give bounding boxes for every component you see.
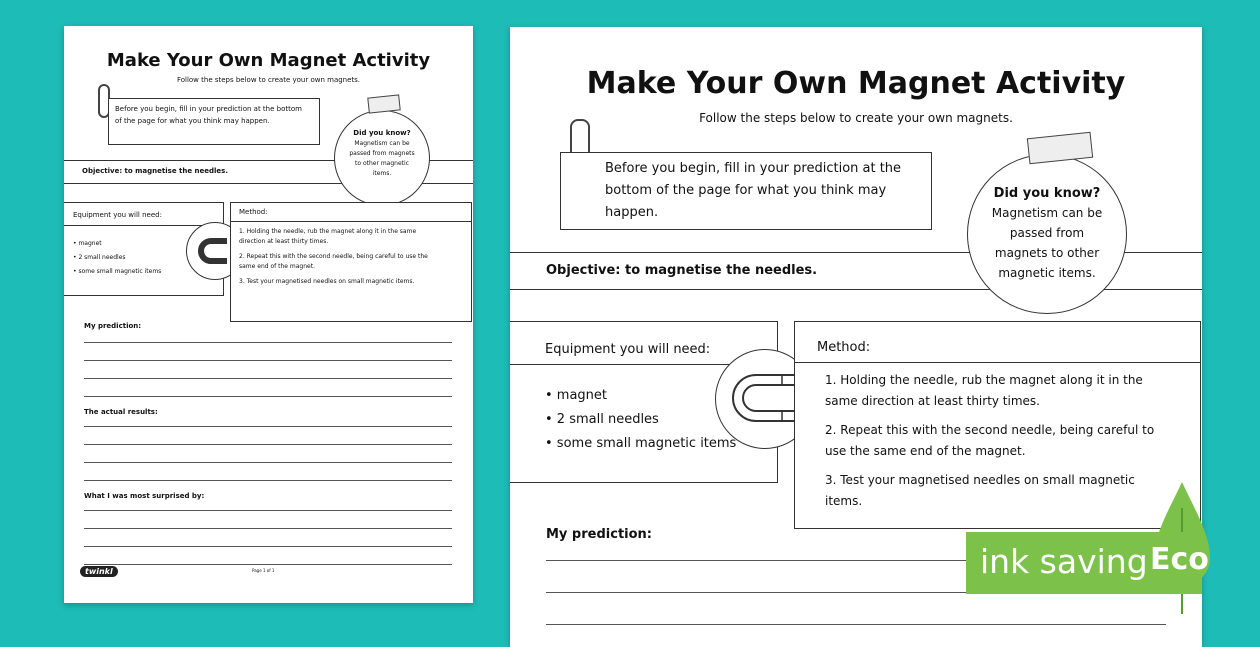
equipment-item: • 2 small needles (73, 254, 126, 261)
ink-saving-text: ink saving (980, 542, 1148, 581)
did-you-know-heading: Did you know? (353, 129, 411, 137)
writing-line[interactable] (84, 426, 452, 427)
did-you-know-heading: Did you know? (993, 186, 1101, 201)
brand-logo: twinkl (80, 566, 118, 577)
equipment-item: • 2 small needles (545, 412, 659, 427)
objective-text: Objective: to magnetise the needles. (546, 263, 818, 278)
did-you-know-text: Magnetism can be passed from magnets to other magnetic items. (991, 206, 1103, 280)
method-step: 2. Repeat this with the second needle, being careful to use the same end of the magnet. (239, 253, 428, 270)
equipment-list (545, 384, 736, 456)
writing-line[interactable] (546, 624, 1166, 625)
method-heading: Method: (239, 208, 268, 216)
method-heading: Method: (817, 340, 871, 355)
intro-box (108, 98, 320, 145)
equipment-item: • magnet (73, 240, 102, 247)
writing-line[interactable] (84, 342, 452, 343)
prediction-label: My prediction: (546, 527, 652, 542)
tape-icon (1027, 132, 1093, 165)
results-label: The actual results: (84, 408, 158, 416)
method-step: 1. Holding the needle, rub the magnet along it in the same direction at least thirty times. (239, 228, 417, 245)
page-title: Make Your Own Magnet Activity (586, 66, 1126, 101)
method-step: 1. Holding the needle, rub the magnet along it in the same direction at least thirty times. (825, 373, 1143, 408)
writing-line[interactable] (84, 528, 452, 529)
subtitle: Follow the steps below to create your own magnets. (699, 111, 1013, 125)
method-steps (825, 370, 1155, 512)
ink-saving-badge[interactable] (966, 532, 1209, 594)
intro-text: Before you begin, fill in your prediction at the bottom of the page for what you think may happen. (605, 161, 902, 220)
intro-box (560, 152, 932, 230)
method-box (230, 202, 472, 322)
worksheet-preview-thumbnail[interactable] (64, 26, 473, 603)
equipment-item: • magnet (545, 388, 608, 403)
prediction-label: My prediction: (84, 322, 142, 330)
did-you-know-circle (967, 154, 1127, 314)
tape-icon (367, 94, 400, 113)
method-step: 3. Test your magnetised needles on small magnetic items. (239, 278, 415, 285)
page-title: Make Your Own Magnet Activity (106, 50, 431, 71)
did-you-know-circle (334, 110, 430, 206)
method-steps (239, 227, 444, 287)
writing-line[interactable] (84, 480, 452, 481)
equipment-list (73, 237, 161, 279)
did-you-know-text: Magnetism can be passed from magnets to other magnetic items. (349, 140, 415, 177)
equipment-item: • some small magnetic items (73, 268, 162, 275)
writing-line[interactable] (84, 396, 452, 397)
equipment-heading: Equipment you will need: (73, 211, 162, 219)
writing-line[interactable] (84, 546, 452, 547)
writing-line[interactable] (84, 378, 452, 379)
subtitle: Follow the steps below to create your own magnets. (176, 76, 361, 84)
page-number: Page 1 of 1 (252, 568, 275, 573)
equipment-heading: Equipment you will need: (545, 342, 711, 357)
writing-line[interactable] (84, 444, 452, 445)
eco-label: Eco (1150, 542, 1209, 577)
surprised-label: What I was most surprised by: (84, 492, 205, 500)
writing-line[interactable] (84, 462, 452, 463)
writing-line[interactable] (84, 510, 452, 511)
intro-text: Before you begin, fill in your prediction at the bottom of the page for what you think may happen. (115, 105, 302, 125)
writing-line[interactable] (84, 360, 452, 361)
method-step: 2. Repeat this with the second needle, being careful to use the same end of the magnet. (825, 423, 1155, 458)
writing-line[interactable] (84, 564, 452, 565)
method-box (794, 321, 1201, 529)
equipment-item: • some small magnetic items (545, 436, 737, 451)
method-step: 3. Test your magnetised needles on small magnetic items. (825, 473, 1135, 508)
objective-text: Objective: to magnetise the needles. (82, 167, 228, 175)
